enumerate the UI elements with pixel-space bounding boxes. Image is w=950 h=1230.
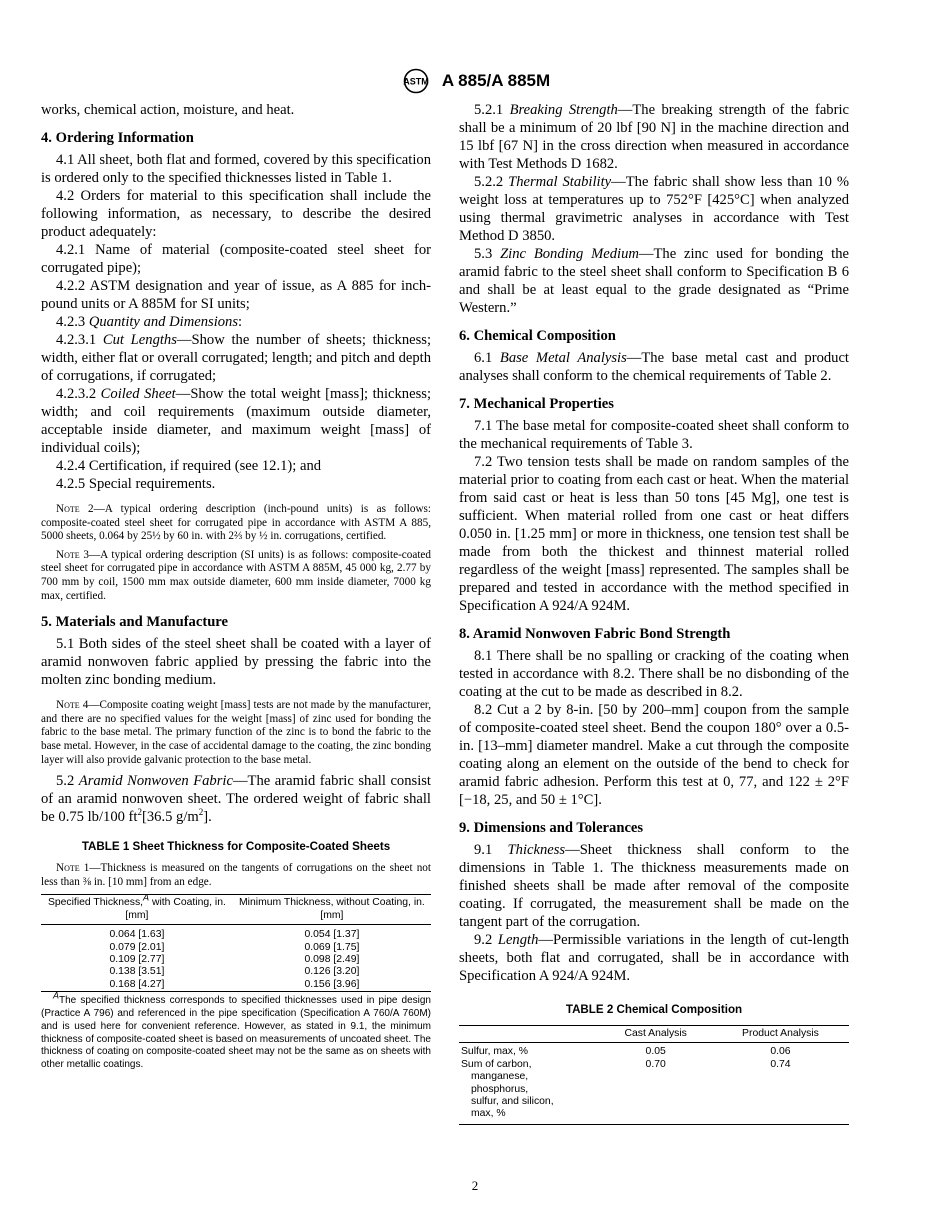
- section-4-title: 4. Ordering Information: [41, 130, 194, 146]
- table-2-header-cast: Cast Analysis: [624, 1028, 687, 1039]
- intro-text: works, chemical action, moisture, and heat.: [41, 102, 295, 118]
- table-row: 0.064 [1.63] 0.054 [1.37]: [109, 929, 360, 941]
- right-column: [459, 101, 849, 1125]
- table-2-header-product: Product Analysis: [742, 1028, 819, 1039]
- table-1-header-minimum: Minimum Thickness, without Coating, in. [mm]: [239, 897, 425, 921]
- page-number: 2: [471, 1178, 479, 1193]
- para-8-1: 8.1 There shall be no spalling or cracking of the coating when tested in accordance with 8.2. There shall be no disbonding of the coating at the cut to be made as described in 8.2.: [459, 648, 849, 700]
- page-header: [0, 68, 950, 94]
- para-4-1: 4.1 All sheet, both flat and formed, covered by this specification is ordered only to the specified thicknesses listed in Table 1.: [41, 152, 431, 186]
- table-1-header-specified: Specified Thickness,$^A$ with Coating, in. [mm]: [47, 892, 226, 921]
- para-4-2-4: 4.2.4 Certification, if required (see 12.1); and: [56, 458, 322, 474]
- table-row: Sulfur, max, % 0.05 0.06: [461, 1046, 791, 1058]
- table-2-caption: TABLE 2 Chemical Composition: [565, 1003, 743, 1016]
- para-4-2-1: 4.2.1 Name of material (composite-coated steel sheet for corrugated pipe);: [41, 242, 431, 276]
- para-9-1: 9.1 Thickness—Sheet thickness shall conform to the dimensions in Table 1. The thickness measurements made on finished sheets shall be made after removal of the composite coating. If corrugated, the measurement shall be made on the tangent part of the corrugation.: [459, 842, 849, 930]
- section-8-title: 8. Aramid Nonwoven Fabric Bond Strength: [459, 626, 731, 642]
- section-5-title: 5. Materials and Manufacture: [41, 614, 228, 631]
- table-row: Sum of carbon, manganese, phosphorus, sulfur, and silicon, max, % 0.70 0.74: [459, 1059, 849, 1125]
- para-4-2-2: 4.2.2 ASTM designation and year of issue, as A 885 for inch-pound units or A 885M for SI units;: [41, 278, 431, 312]
- para-8-2: 8.2 Cut a 2 by 8-in. [50 by 200–mm] coupon from the sample of composite-coated steel sheet. Bend the coupon 180° over a 0.5-in. [13–mm] diameter mandrel. Make a cut through the composite coating along an element on the outside of the bend to check for aramid fabric adhesion. Perform this test at 0, 77, and 122 ± 2°F [−18, 25, and 50 ± 1°C].: [459, 702, 849, 808]
- document-designation: A 885/A 885M: [441, 71, 551, 90]
- para-5-2-2: 5.2.2 Thermal Stability—The fabric shall show less than 10 % weight loss at temperatures up to 752°F [425°C] when analyzed using thermal gravimetric analyses in accordance with Test Method D 3850.: [459, 174, 849, 244]
- para-5-3: 5.3 Zinc Bonding Medium—The zinc used for bonding the aramid fabric to the steel sheet shall conform to Specification B 6 and shall be at least equal to the grade designated as “Prime Western.”: [459, 246, 849, 316]
- table-2-header-blank: [459, 1026, 599, 1043]
- para-6-1: 6.1 Base Metal Analysis—The base metal cast and product analyses shall conform to the chemical requirements of Table 2.: [459, 350, 849, 384]
- note-2: Note 2—A typical ordering description (inch-pound units) is as follows: composite-coated steel sheet for corrugated pipe in accordance with ASTM A 885, 5000 sheets, 0.064 by 25½ by 60 in. with 2⅔ by ½ in. corrugations, certified.: [41, 503, 431, 543]
- section-7-title: 7. Mechanical Properties: [459, 396, 614, 412]
- para-4-2: 4.2 Orders for material to this specification shall include the following information, as necessary, to describe the desired product adequately:: [41, 188, 431, 240]
- table-1-note: Note 1—Thickness is measured on the tangents of corrugations on the sheet not less than ⅜ in. [10 mm] from an edge.: [41, 862, 431, 888]
- para-4-2-3-2: 4.2.3.2 Coiled Sheet—Show the total weight [mass]; thickness; width; and coil requirements (maximum outside diameter, acceptable inside diameter, and maximum weight [mass] of individual coils);: [41, 386, 431, 456]
- table-1: [41, 894, 431, 992]
- para-5-2-1: 5.2.1 Breaking Strength—The breaking strength of the fabric shall be a minimum of 20 lbf [90 N] in the machine direction and 15 lbf [67 N] in the cross direction when measured in accordance with Test Methods D 1682.: [459, 102, 849, 172]
- table-1-footnote: $^A$The specified thickness corresponds to specified thicknesses used in pipe design (Practice A 796) and referenced in the pipe specification (Specification A 760/A 760M) and is used here for convenient reference. However, as stated in 9.1, the minimum thickness of composite-coated sheet is based on measurements of uncoated sheet. The thickness of coating on composite-coated sheet may not be the same as on sheets with other metallic coatings.: [41, 990, 431, 1071]
- table-2: [459, 1025, 849, 1125]
- para-5-2: 5.2 Aramid Nonwoven Fabric—The aramid fabric shall consist of an aramid nonwoven sheet. The ordered weight of fabric shall be 0.75 lb/100 $ft^2[36.5$ $g/m^2$].: [41, 773, 431, 826]
- table-row: 0.168 [4.27] 0.156 [3.96]: [41, 979, 431, 992]
- astm-logo-icon: [400, 68, 432, 94]
- para-5-1: 5.1 Both sides of the steel sheet shall be coated with a layer of aramid nonwoven fabric applied by pressing the fabric into the molten zinc bonding medium.: [41, 636, 431, 689]
- section-6-title: 6. Chemical Composition: [459, 328, 616, 344]
- para-7-2: 7.2 Two tension tests shall be made on random samples of the material prior to coating from each cast or heat. When the material from said cast or heat is less than 50 tons [45 Mg], one test is sufficient. When material rolled from one cast or heat differs 0.050 in. [1.25 mm] or more in thickness, one tension test shall be made from both the thickest and thinnest material rolled regardless of the weight [mass] represented. The samples shall be prepared and tested in accordance with the method specified in Specification A 924/A 924M.: [459, 454, 849, 614]
- table-row: 0.079 [2.01] 0.069 [1.75]: [109, 941, 360, 953]
- section-9-title: 9. Dimensions and Tolerances: [459, 820, 644, 836]
- para-9-2: 9.2 Length—Permissible variations in the length of cut-length sheets, both flat and corrugated, shall be in accordance with Specification A 924/A 924M.: [459, 932, 849, 984]
- note-4: Note 4—Composite coating weight [mass] tests are not made by the manufacturer, and there are no specified values for the weight [mass] of zinc used for bonding the fabric to the base metal. The primary function of the zinc is to bond the fabric to the base metal. However, in the case of accidental damage to the coating, the zinc bonding layer will also provide galvanic protection to the base metal.: [41, 699, 431, 766]
- para-4-2-3: 4.2.3 Quantity and Dimensions:: [56, 314, 243, 330]
- table-row: 0.109 [2.77] 0.098 [2.49]: [109, 953, 360, 965]
- para-7-1: 7.1 The base metal for composite-coated sheet shall conform to the mechanical requirements of Table 3.: [459, 418, 849, 452]
- svg-text:ASTM: ASTM: [403, 76, 429, 87]
- left-column: [41, 101, 431, 1072]
- note-3: Note 3—A typical ordering description (SI units) is as follows: composite-coated steel sheet for corrugated pipe in accordance with ASTM A 885M, 45 000 kg, 2.77 by 700 mm by coil, 1500 mm max outside diameter, 600 mm inside diameter, 7000 kg max, certified.: [41, 548, 431, 602]
- para-4-2-3-1: 4.2.3.1 Cut Lengths—Show the number of sheets; thickness; width, either flat or overall corrugated; length; and pitch and depth of corrugations, if corrugated;: [41, 332, 432, 384]
- para-4-2-5: 4.2.5 Special requirements.: [56, 476, 216, 492]
- table-row: 0.138 [3.51] 0.126 [3.20]: [109, 966, 360, 978]
- table-1-caption: TABLE 1 Sheet Thickness for Composite-Coated Sheets: [81, 840, 391, 854]
